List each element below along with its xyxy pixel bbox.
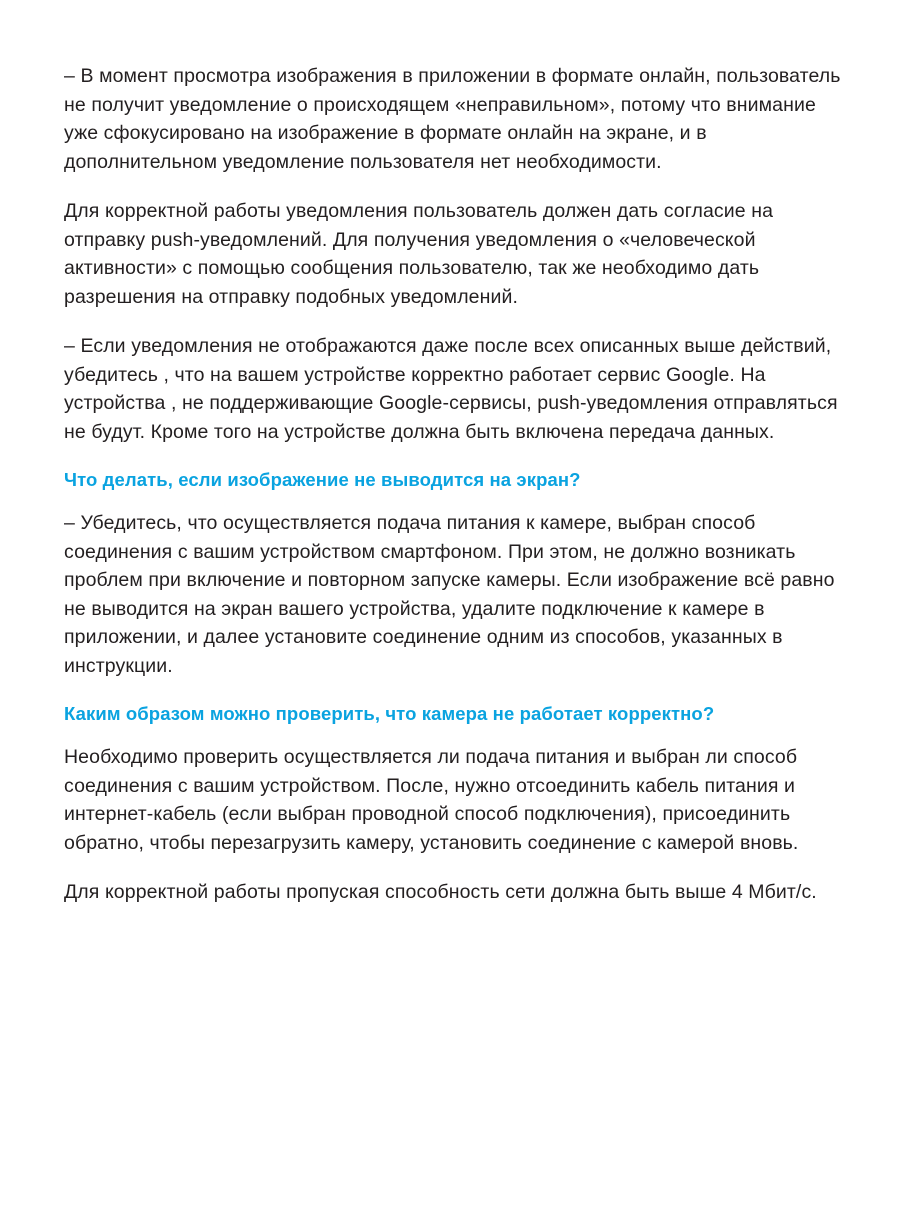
paragraph-no-image-answer: – Убедитесь, что осуществляется подача питания к камере, выбран способ соединения с вашим устройством смартфоном. При этом, не должно возникать проблем при включение и повторном запуске камеры. Если изображение всё равно не выводится на экран вашего устройства, удалите подключение к камере в приложении, и далее установите соединение одним из способов, указанных в инструкции.	[64, 512, 835, 677]
heading-no-image-on-screen: Что делать, если изображение не выводится на экран?	[64, 469, 581, 490]
paragraph-network-bandwidth: Для корректной работы пропуская способность сети должна быть выше 4 Мбит/с.	[64, 881, 817, 903]
paragraph-push-consent: Для корректной работы уведомления пользователь должен дать согласие на отправку push-уведомлений. Для получения уведомления о «человеческой активности» с помощью сообщения пользователю, так же необходимо дать разрешения на отправку подобных уведомлений.	[64, 200, 774, 308]
paragraph-google-services: – Если уведомления не отображаются даже после всех описанных выше действий, убедитесь , что на вашем устройстве корректно работает сервис Google. На устройства , не поддерживающие Google-сервисы, push-уведомления отправляться не будут. Кроме того на устройстве должна быть включена передача данных.	[64, 335, 838, 443]
paragraph-camera-check-answer: Необходимо проверить осуществляется ли подача питания и выбран ли способ соединения с вашим устройством. После, нужно отсоединить кабель питания и интернет-кабель (если выбран проводной способ подключения), присоединить обратно, чтобы перезагрузить камеру, установить соединение с камерой вновь.	[64, 746, 799, 854]
heading-camera-not-working-check: Каким образом можно проверить, что камера не работает корректно?	[64, 703, 715, 724]
document-body	[64, 62, 854, 907]
paragraph-online-view-note: – В момент просмотра изображения в приложении в формате онлайн, пользователь не получит уведомление о происходящем «неправильном», потому что внимание уже сфокусировано на изображение в формате онлайн на экране, и в дополнительном уведомление пользователя нет необходимости.	[64, 65, 841, 173]
